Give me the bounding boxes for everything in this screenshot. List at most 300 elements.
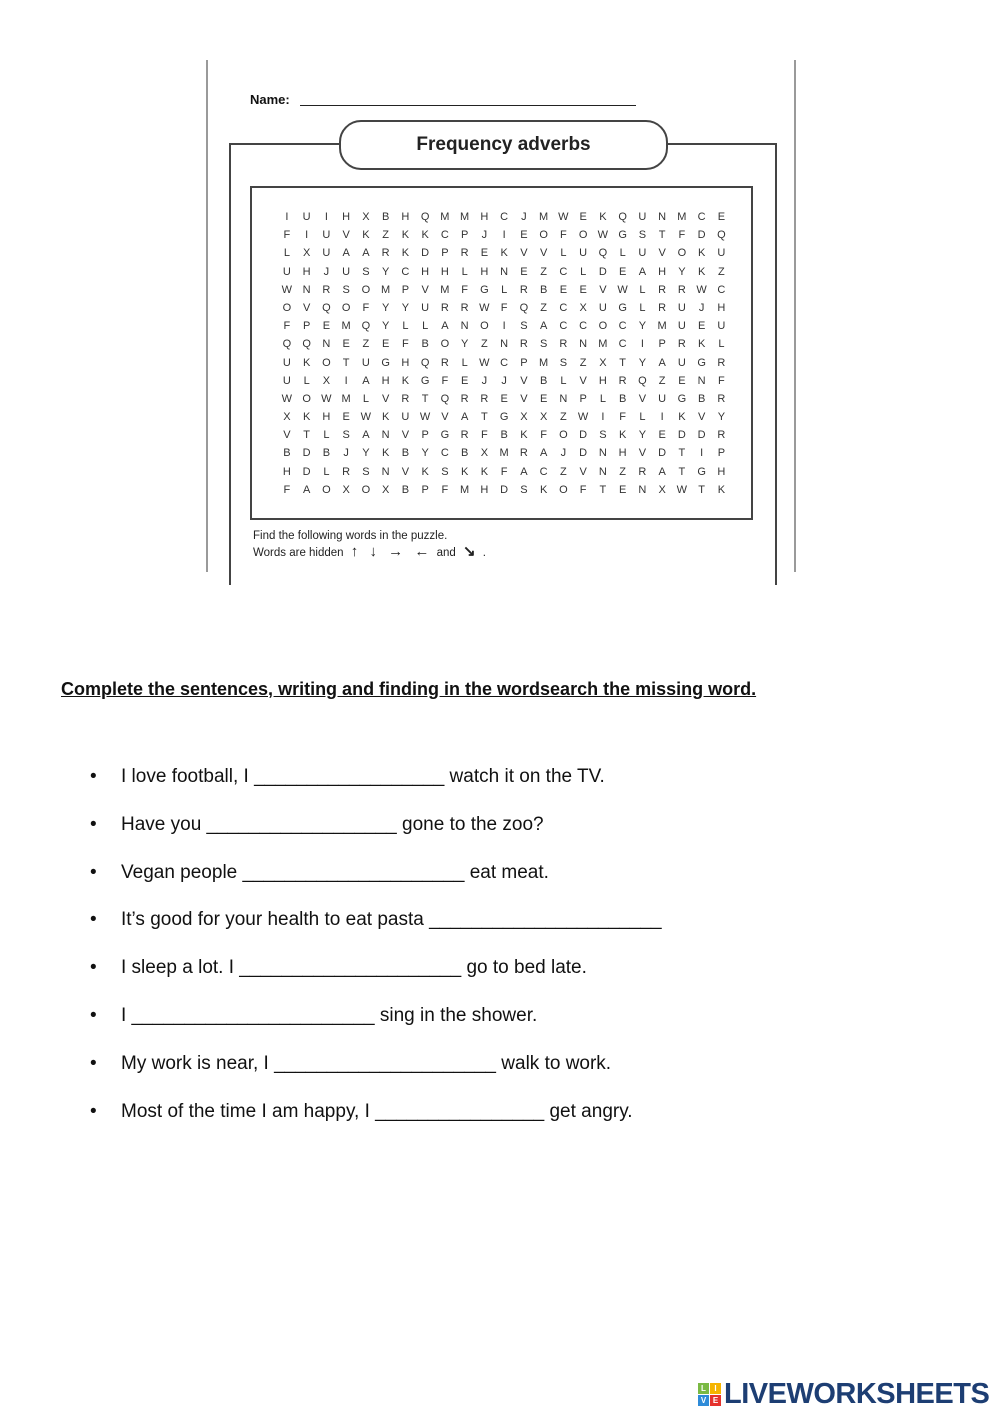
sentence-text[interactable]: It’s good for your health to eat pasta ______________________ [121,909,662,931]
grid-letter[interactable]: F [560,229,567,242]
grid-letter[interactable]: P [460,229,469,242]
grid-letter[interactable]: Q [440,392,450,405]
grid-letter[interactable]: O [361,483,371,496]
grid-letter[interactable]: S [362,465,370,478]
grid-letter[interactable]: L [580,265,587,278]
grid-letter[interactable]: R [638,465,647,478]
grid-letter[interactable]: Q [282,338,292,351]
grid-letter[interactable]: E [520,265,528,278]
grid-letter[interactable]: U [361,356,370,369]
grid-letter[interactable]: K [678,411,686,424]
grid-letter[interactable]: F [461,283,468,296]
grid-letter[interactable]: E [342,338,350,351]
grid-letter[interactable]: Y [638,429,647,442]
grid-letter[interactable]: U [282,356,291,369]
grid-letter[interactable]: K [421,229,429,242]
grid-letter[interactable]: W [597,229,609,242]
grid-letter[interactable]: T [678,465,686,478]
grid-letter[interactable]: D [302,465,311,478]
grid-letter[interactable]: W [479,301,490,314]
grid-letter[interactable]: C [500,356,509,369]
grid-letter[interactable]: A [539,447,548,460]
grid-letter[interactable]: E [618,483,627,496]
grid-letter[interactable]: H [322,411,331,424]
grid-letter[interactable]: D [598,265,607,278]
grid-letter[interactable]: N [598,465,607,478]
sentence-text[interactable]: Most of the time I am happy, I ________________ get angry. [121,1100,633,1122]
grid-letter[interactable]: I [502,320,506,333]
grid-letter[interactable]: O [559,429,568,442]
grid-letter[interactable]: O [282,301,292,314]
grid-letter[interactable]: Z [560,465,567,478]
grid-letter[interactable]: P [421,483,429,496]
grid-letter[interactable]: H [282,465,291,478]
grid-letter[interactable]: U [598,301,607,314]
grid-letter[interactable]: D [697,429,706,442]
grid-letter[interactable]: A [638,265,647,278]
grid-letter[interactable]: M [341,320,351,333]
grid-letter[interactable]: D [579,429,588,442]
grid-letter[interactable]: M [677,211,687,223]
grid-letter[interactable]: F [540,429,547,442]
grid-letter[interactable]: A [342,247,350,260]
grid-letter[interactable]: K [717,483,726,496]
grid-letter[interactable]: X [579,301,587,314]
grid-letter[interactable]: Z [560,411,567,424]
grid-letter[interactable]: Y [717,411,726,424]
grid-letter[interactable]: G [420,374,430,387]
grid-letter[interactable]: E [480,247,489,260]
grid-letter[interactable]: R [519,447,528,460]
grid-letter[interactable]: A [658,465,666,478]
grid-letter[interactable]: Z [540,265,547,278]
grid-letter[interactable]: H [618,447,627,460]
grid-letter[interactable]: X [658,483,666,496]
grid-letter[interactable]: W [696,283,707,296]
grid-letter[interactable]: S [342,429,350,442]
grid-letter[interactable]: L [560,374,567,387]
sentence-text[interactable]: I _______________________ sing in the shower. [121,1005,538,1026]
grid-letter[interactable]: Y [381,265,390,278]
grid-letter[interactable]: L [303,374,310,387]
grid-letter[interactable]: Q [638,374,647,387]
grid-letter[interactable]: N [381,465,390,478]
grid-letter[interactable]: O [302,392,311,405]
grid-letter[interactable]: J [481,374,488,387]
grid-letter[interactable]: F [619,411,626,424]
grid-letter[interactable]: P [579,392,587,405]
grid-letter[interactable]: N [500,338,509,351]
grid-letter[interactable]: Z [579,356,587,369]
grid-letter[interactable]: D [677,429,686,442]
grid-letter[interactable]: G [381,356,390,369]
grid-letter[interactable]: H [480,483,489,496]
grid-letter[interactable]: K [697,265,706,278]
grid-letter[interactable]: U [421,301,430,314]
grid-letter[interactable]: R [519,283,528,296]
grid-letter[interactable]: A [362,247,370,260]
grid-letter[interactable]: V [441,411,449,424]
grid-letter[interactable]: U [342,265,351,278]
grid-letter[interactable]: F [283,229,291,242]
grid-letter[interactable]: I [700,447,704,460]
grid-letter[interactable]: F [678,229,686,242]
grid-letter[interactable]: Y [460,338,469,351]
grid-letter[interactable]: J [521,211,527,223]
grid-letter[interactable]: S [441,465,449,478]
grid-letter[interactable]: F [402,338,409,351]
grid-letter[interactable]: H [421,265,430,278]
sentence-text[interactable]: I love football, I __________________ watch it on the TV. [121,766,605,787]
grid-letter[interactable]: N [559,392,568,405]
grid-letter[interactable]: S [638,229,647,242]
grid-letter[interactable]: G [480,283,489,296]
grid-letter[interactable]: L [422,320,429,333]
grid-letter[interactable]: B [618,392,627,405]
grid-letter[interactable]: X [283,411,291,424]
grid-letter[interactable]: X [302,247,311,260]
grid-letter[interactable]: E [717,211,726,223]
grid-letter[interactable]: F [441,374,449,387]
grid-letter[interactable]: V [381,392,390,405]
grid-letter[interactable]: O [539,229,548,242]
grid-letter[interactable]: Z [718,265,725,278]
grid-letter[interactable]: W [558,211,569,223]
grid-letter[interactable]: K [539,483,548,496]
grid-letter[interactable]: N [638,483,647,496]
grid-letter[interactable]: G [697,465,706,478]
grid-letter[interactable]: C [559,265,568,278]
grid-letter[interactable]: A [302,483,311,496]
grid-letter[interactable]: X [539,411,548,424]
grid-letter[interactable]: U [658,392,667,405]
grid-letter[interactable]: X [480,447,489,460]
grid-letter[interactable]: O [578,229,588,242]
grid-letter[interactable]: V [638,447,647,460]
grid-letter[interactable]: T [678,447,686,460]
grid-letter[interactable]: E [539,392,548,405]
grid-letter[interactable]: K [302,356,311,369]
grid-letter[interactable]: K [381,411,390,424]
grid-letter[interactable]: Z [658,374,666,387]
grid-letter[interactable]: E [520,229,528,242]
grid-letter[interactable]: R [480,392,489,405]
grid-letter[interactable]: W [617,283,628,296]
grid-letter[interactable]: M [341,392,351,405]
grid-letter[interactable]: A [441,320,449,333]
grid-letter[interactable]: N [302,283,311,296]
grid-letter[interactable]: U [717,320,726,333]
grid-letter[interactable]: H [658,265,667,278]
grid-letter[interactable]: G [440,429,450,442]
grid-letter[interactable]: R [460,429,469,442]
grid-letter[interactable]: O [480,320,489,333]
grid-letter[interactable]: K [520,429,528,442]
grid-letter[interactable]: V [520,374,528,387]
grid-letter[interactable]: E [322,320,331,333]
grid-letter[interactable]: P [658,338,666,351]
grid-letter[interactable]: V [283,429,291,442]
grid-letter[interactable]: G [618,301,627,314]
grid-letter[interactable]: F [579,483,587,496]
grid-letter[interactable]: S [520,483,528,496]
grid-letter[interactable]: K [302,411,311,424]
grid-letter[interactable]: V [658,247,666,260]
grid-letter[interactable]: H [480,211,489,223]
grid-letter[interactable]: V [520,247,528,260]
grid-letter[interactable]: R [440,356,449,369]
grid-letter[interactable]: Y [638,320,647,333]
grid-letter[interactable]: R [559,338,568,351]
grid-letter[interactable]: T [303,429,310,442]
grid-letter[interactable]: B [539,283,548,296]
grid-letter[interactable]: E [500,392,508,405]
grid-letter[interactable]: R [717,429,726,442]
grid-letter[interactable]: J [698,301,705,314]
grid-letter[interactable]: S [599,429,607,442]
grid-letter[interactable]: L [560,247,567,260]
grid-letter[interactable]: B [500,429,508,442]
grid-letter[interactable]: L [402,320,409,333]
grid-letter[interactable]: W [479,356,490,369]
grid-letter[interactable]: W [676,483,688,496]
grid-letter[interactable]: O [598,320,608,333]
grid-letter[interactable]: I [285,211,289,223]
grid-letter[interactable]: Z [540,301,547,314]
grid-letter[interactable]: I [601,411,605,424]
grid-letter[interactable]: W [577,411,589,424]
grid-letter[interactable]: J [323,265,330,278]
grid-letter[interactable]: C [401,265,410,278]
grid-letter[interactable]: M [460,483,470,496]
grid-letter[interactable]: V [401,465,410,478]
grid-letter[interactable]: Z [481,338,488,351]
grid-letter[interactable]: J [560,447,567,460]
grid-letter[interactable]: E [342,411,350,424]
grid-letter[interactable]: M [539,356,549,369]
grid-letter[interactable]: H [717,301,726,314]
grid-letter[interactable]: L [599,392,606,405]
grid-letter[interactable]: F [283,483,291,496]
wordsearch-grid[interactable] [277,208,731,499]
grid-letter[interactable]: L [323,429,330,442]
grid-letter[interactable]: R [460,392,469,405]
grid-letter[interactable]: T [619,356,626,369]
grid-letter[interactable]: Q [618,211,627,223]
grid-letter[interactable]: C [500,211,509,223]
grid-letter[interactable]: N [500,265,509,278]
grid-letter[interactable]: J [343,447,349,460]
grid-letter[interactable]: E [697,320,706,333]
grid-letter[interactable]: B [421,338,429,351]
grid-letter[interactable]: U [638,247,647,260]
grid-letter[interactable]: K [697,338,706,351]
grid-letter[interactable]: Z [382,229,389,242]
grid-letter[interactable]: I [324,211,328,223]
grid-letter[interactable]: M [499,447,509,460]
grid-letter[interactable]: S [342,283,350,296]
grid-letter[interactable]: P [401,283,410,296]
grid-letter[interactable]: V [421,283,429,296]
grid-letter[interactable]: Q [519,301,529,314]
grid-letter[interactable]: C [717,283,726,296]
grid-letter[interactable]: G [499,411,509,424]
grid-letter[interactable]: Y [678,265,686,278]
grid-letter[interactable]: B [460,447,469,460]
grid-letter[interactable]: U [401,411,410,424]
grid-letter[interactable]: W [281,283,293,296]
grid-letter[interactable]: B [322,447,331,460]
grid-letter[interactable]: F [481,429,488,442]
grid-letter[interactable]: G [618,229,627,242]
grid-letter[interactable]: V [638,392,647,405]
grid-letter[interactable]: Q [420,211,430,223]
grid-letter[interactable]: Q [598,247,608,260]
grid-letter[interactable]: X [520,411,528,424]
grid-letter[interactable]: Q [420,356,430,369]
grid-letter[interactable]: L [501,283,508,296]
grid-letter[interactable]: K [460,465,469,478]
grid-letter[interactable]: P [421,429,429,442]
grid-letter[interactable]: E [460,374,469,387]
grid-letter[interactable]: L [461,356,468,369]
grid-letter[interactable]: H [381,374,390,387]
grid-letter[interactable]: R [460,247,469,260]
grid-letter[interactable]: U [322,247,331,260]
grid-letter[interactable]: H [401,211,410,223]
grid-letter[interactable]: E [678,374,686,387]
grid-letter[interactable]: O [559,483,568,496]
grid-letter[interactable]: X [381,483,390,496]
grid-letter[interactable]: U [638,211,647,223]
grid-letter[interactable]: U [579,247,588,260]
grid-letter[interactable]: C [539,465,548,478]
grid-letter[interactable]: U [322,229,331,242]
grid-letter[interactable]: U [677,320,686,333]
grid-letter[interactable]: Z [362,338,370,351]
grid-letter[interactable]: B [401,483,410,496]
grid-letter[interactable]: R [618,374,627,387]
grid-letter[interactable]: O [361,283,371,296]
grid-letter[interactable]: T [481,411,488,424]
grid-letter[interactable]: L [323,465,330,478]
grid-letter[interactable]: Y [362,447,370,460]
grid-letter[interactable]: C [618,338,627,351]
grid-letter[interactable]: V [599,283,607,296]
grid-letter[interactable]: I [640,338,644,351]
grid-letter[interactable]: C [618,320,627,333]
grid-letter[interactable]: G [677,392,687,405]
grid-letter[interactable]: Q [302,338,311,351]
grid-letter[interactable]: O [322,483,331,496]
grid-letter[interactable]: R [322,283,331,296]
grid-letter[interactable]: L [639,411,646,424]
grid-letter[interactable]: F [718,374,725,387]
grid-letter[interactable]: K [381,447,390,460]
grid-letter[interactable]: O [322,356,331,369]
grid-letter[interactable]: S [559,356,568,369]
grid-letter[interactable]: D [421,247,430,260]
grid-letter[interactable]: R [381,247,390,260]
grid-letter[interactable]: M [657,320,667,333]
grid-letter[interactable]: V [539,247,548,260]
grid-letter[interactable]: X [342,483,350,496]
grid-letter[interactable]: N [579,338,588,351]
grid-letter[interactable]: E [559,283,568,296]
grid-letter[interactable]: H [401,356,410,369]
grid-letter[interactable]: B [697,392,706,405]
grid-letter[interactable]: F [283,320,291,333]
grid-letter[interactable]: R [717,356,726,369]
grid-letter[interactable]: B [283,447,291,460]
grid-letter[interactable]: V [302,301,311,314]
grid-letter[interactable]: K [599,211,607,223]
grid-letter[interactable]: D [658,447,667,460]
grid-letter[interactable]: R [658,301,667,314]
grid-letter[interactable]: U [282,265,291,278]
grid-letter[interactable]: H [717,465,726,478]
grid-letter[interactable]: B [401,447,410,460]
grid-letter[interactable]: Z [619,465,626,478]
grid-letter[interactable]: R [677,283,686,296]
grid-letter[interactable]: V [342,229,350,242]
sentence-text[interactable]: My work is near, I _____________________ walk to work. [121,1052,612,1074]
sentence-text[interactable]: Vegan people _____________________ eat meat. [121,861,549,883]
grid-letter[interactable]: W [321,392,332,405]
grid-letter[interactable]: F [500,301,508,314]
grid-letter[interactable]: K [401,374,410,387]
grid-letter[interactable]: A [362,374,370,387]
sentence-text[interactable]: Have you __________________ gone to the zoo? [121,813,544,835]
grid-letter[interactable]: H [440,265,449,278]
grid-letter[interactable]: R [519,338,528,351]
grid-letter[interactable]: O [341,301,351,314]
grid-letter[interactable]: T [599,483,607,496]
grid-letter[interactable]: A [460,411,469,424]
grid-letter[interactable]: S [539,338,548,351]
grid-letter[interactable]: N [381,429,390,442]
grid-letter[interactable]: H [480,265,489,278]
grid-letter[interactable]: L [639,283,646,296]
grid-letter[interactable]: I [305,229,309,242]
grid-letter[interactable]: W [419,411,431,424]
grid-letter[interactable]: V [520,392,528,405]
grid-letter[interactable]: Y [401,301,410,314]
grid-letter[interactable]: P [302,320,311,333]
grid-letter[interactable]: L [718,338,725,351]
grid-letter[interactable]: U [302,211,311,223]
grid-letter[interactable]: V [697,411,706,424]
grid-letter[interactable]: Y [381,320,390,333]
grid-letter[interactable]: R [401,392,410,405]
grid-letter[interactable]: T [342,356,350,369]
grid-letter[interactable]: D [302,447,311,460]
grid-letter[interactable]: M [598,338,608,351]
grid-letter[interactable]: R [342,465,351,478]
grid-letter[interactable]: W [281,392,293,405]
grid-letter[interactable]: K [618,429,627,442]
grid-letter[interactable]: M [440,211,450,223]
grid-letter[interactable]: D [579,447,588,460]
grid-letter[interactable]: I [502,229,506,242]
grid-letter[interactable]: H [598,374,607,387]
grid-letter[interactable]: P [441,247,449,260]
grid-letter[interactable]: Y [638,356,647,369]
grid-letter[interactable]: Y [421,447,429,460]
grid-letter[interactable]: C [579,320,588,333]
grid-letter[interactable]: X [599,356,607,369]
grid-letter[interactable]: C [440,447,449,460]
